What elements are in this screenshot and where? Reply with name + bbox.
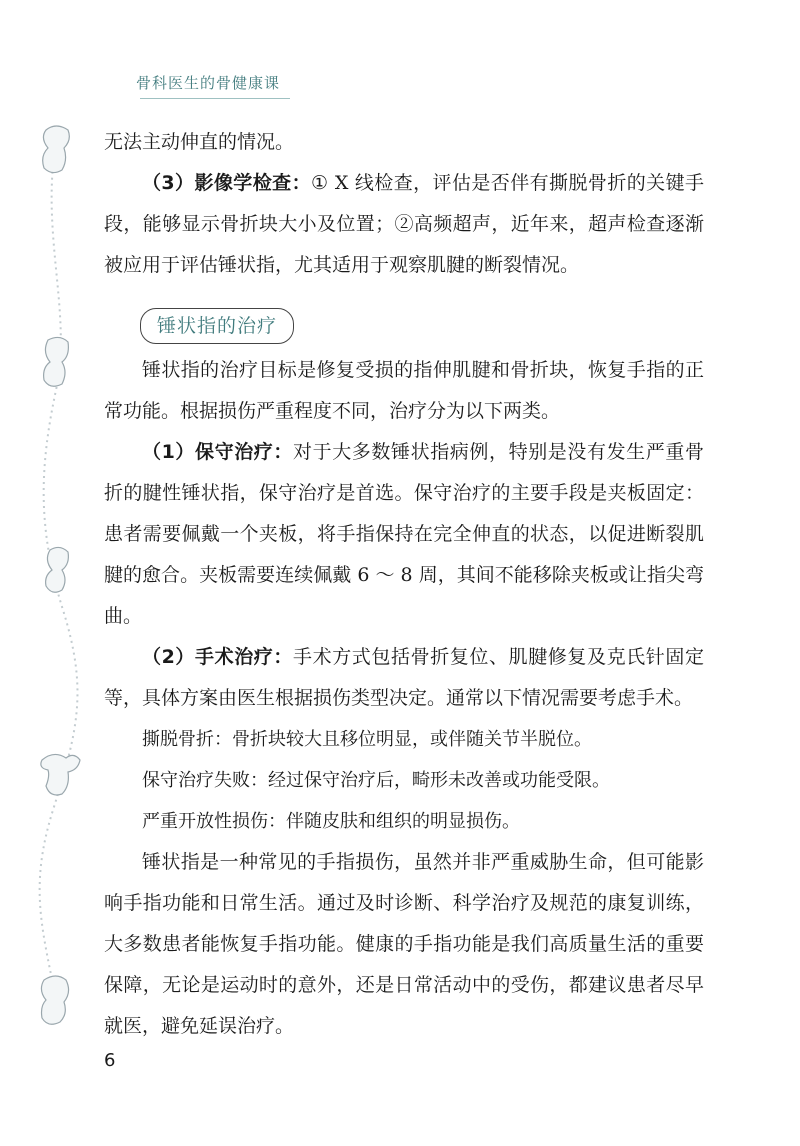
header-rule [140, 98, 290, 99]
section-heading: 锤状指的治疗 [140, 308, 294, 344]
paragraph-conservative [104, 432, 704, 637]
spine-bone-icon [18, 110, 88, 1050]
paragraph-conclusion: 锤状指是一种常见的手指损伤，虽然并非严重威胁生命，但可能影响手指功能和日常生活。通过及时诊断、科学治疗及规范的康复训练，大多数患者能恢复手指功能。健康的手指功能是我们高质量生活的重要保障，无论是运动时的意外，还是日常活动中的受伤，都建议患者尽早就医，避免延误治疗。 [104, 851, 704, 1037]
imaging-text: ① X 线检查，评估是否伴有撕脱骨折的关键手段，能够显示骨折块大小及位置；②高频超声，近年来，超声检查逐渐被应用于评估锤状指，尤其适用于观察肌腱的断裂情况。 [104, 172, 704, 276]
running-header: 骨科医生的骨健康课 [136, 74, 281, 92]
conservative-text: 对于大多数锤状指病例，特别是没有发生严重骨折的腱性锤状指，保守治疗是首选。保守治疗的主要手段是夹板固定：患者需要佩戴一个夹板，将手指保持在完全伸直的状态，以促进断裂肌腱的愈合。夹板需要连续佩戴 6 ～ 8 周，其间不能移除夹板或让指尖弯曲。 [104, 441, 704, 627]
page-number: 6 [104, 1050, 116, 1071]
list-item: 保守治疗失败：经过保守治疗后，畸形未改善或功能受限。 [142, 770, 610, 791]
paragraph-intro: 无法主动伸直的情况。 [104, 131, 295, 153]
term-imaging: （3）影像学检查： [142, 172, 311, 194]
term-surgical: （2）手术治疗： [142, 646, 294, 668]
paragraph-imaging [104, 163, 704, 286]
paragraph-surgical [104, 637, 704, 719]
list-item: 撕脱骨折：骨折块较大且移位明显，或伴随关节半脱位。 [142, 729, 592, 750]
paragraph-treatment-intro: 锤状指的治疗目标是修复受损的指伸肌腱和骨折块，恢复手指的正常功能。根据损伤严重程度不同，治疗分为以下两类。 [104, 359, 704, 422]
list-item: 严重开放性损伤：伴随皮肤和组织的明显损伤。 [142, 811, 520, 832]
term-conservative: （1）保守治疗： [142, 441, 294, 463]
surgical-text: 手术方式包括骨折复位、肌腱修复及克氏针固定等，具体方案由医生根据损伤类型决定。通常以下情况需要考虑手术。 [104, 646, 704, 709]
page-body [104, 122, 704, 1047]
